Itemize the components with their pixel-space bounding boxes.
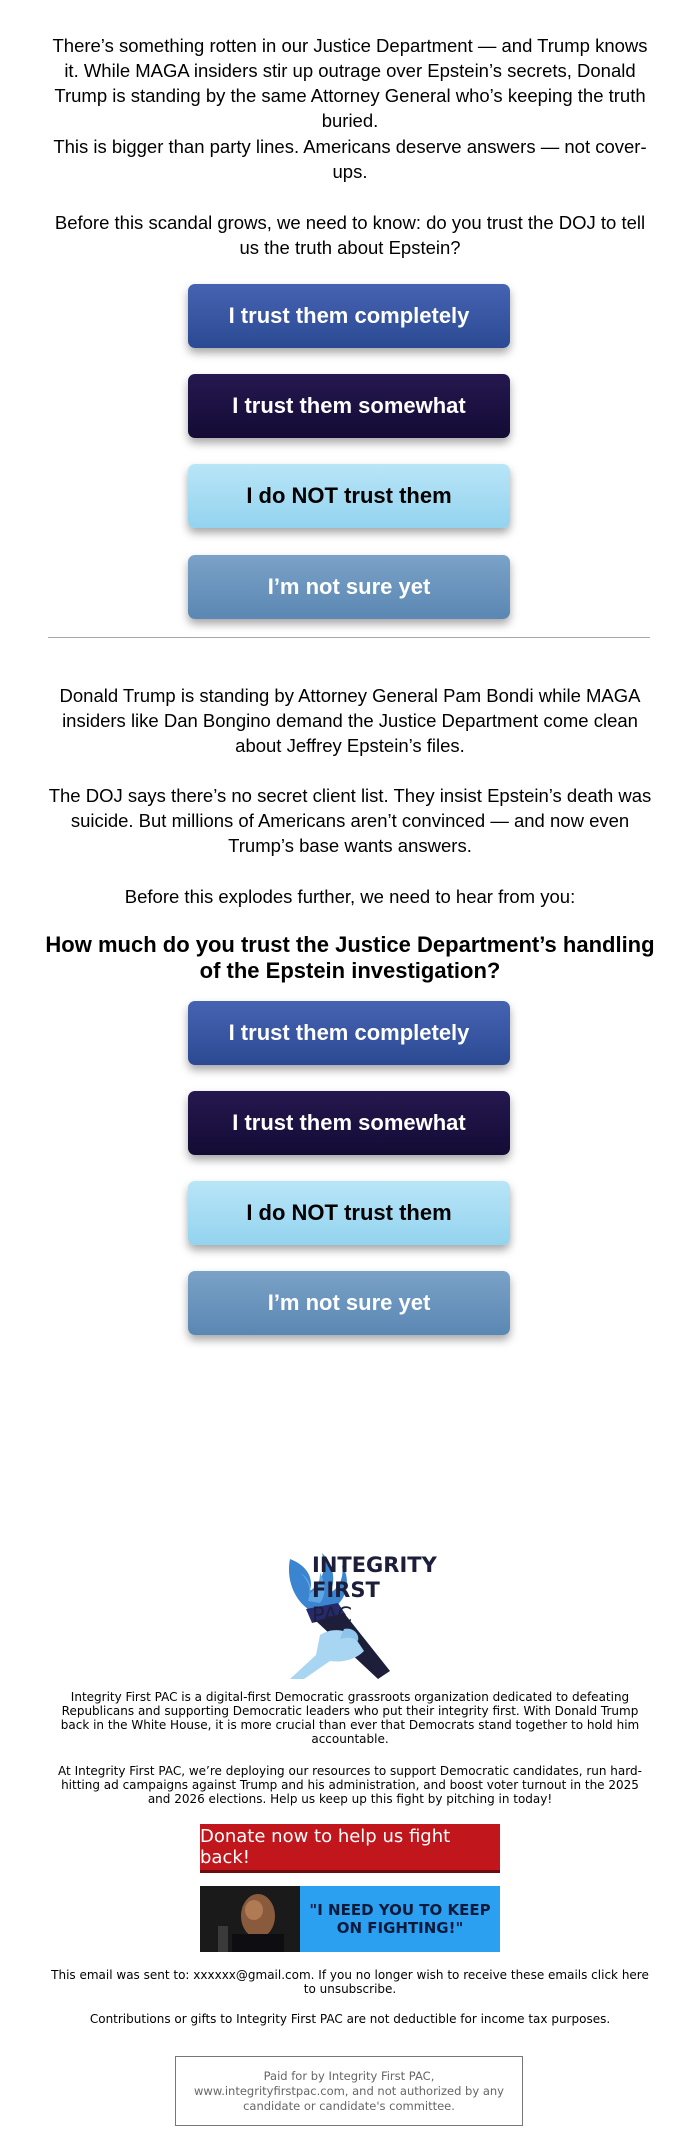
keep-fighting-banner[interactable] (200, 1886, 500, 1952)
poll2-trust-somewhat-button[interactable]: I trust them somewhat (188, 1091, 510, 1155)
poll2-not-sure-button[interactable]: I’m not sure yet (188, 1271, 510, 1335)
tax-notice: Contributions or gifts to Integrity First PAC are not deductible for income tax purposes. (89, 2012, 611, 2026)
not-emphasis: NOT (291, 483, 338, 508)
speaker-photo (200, 1886, 300, 1952)
intro-paragraph-3: Before this scandal grows, we need to know: do you trust the DOJ to tell us the truth about Epstein? (54, 212, 646, 258)
poll1-trust-completely-button[interactable]: I trust them completely (188, 284, 510, 348)
paid-for-disclaimer: Paid for by Integrity First PAC, www.integrityfirstpac.com, and not authorized by any candidate or candidate's committee. (175, 2056, 523, 2126)
poll2-do-not-trust-button[interactable]: I do NOT trust them (188, 1181, 510, 1245)
logo-wordmark (312, 1553, 437, 1628)
poll2-trust-completely-button[interactable]: I trust them completely (188, 1001, 510, 1065)
banner-quote: "I NEED YOU TO KEEP ON FIGHTING!" (300, 1886, 500, 1952)
section2-paragraph-3: Before this explodes further, we need to hear from you: (124, 886, 576, 907)
not-emphasis: NOT (291, 1200, 338, 1225)
poll1-trust-somewhat-button[interactable]: I trust them somewhat (188, 374, 510, 438)
mission-paragraph: At Integrity First PAC, we’re deploying our resources to support Democratic candidates, run hard-hitting ad campaigns against Trump and his administration, and boost voter turnout in the 2025 and 2026 elections. Help us keep up this fight by pitching in today! (58, 1764, 642, 1806)
section2-paragraph-1: Donald Trump is standing by Attorney General Pam Bondi while MAGA insiders like Dan Bongino demand the Justice Department come clean about Jeffrey Epstein’s files. (59, 685, 641, 756)
donate-button[interactable]: Donate now to help us fight back! (200, 1824, 500, 1870)
logo-line-2: FIRST (312, 1578, 380, 1602)
section-divider (48, 637, 650, 638)
intro-paragraph-2: This is bigger than party lines. Americans deserve answers — not cover-ups. (53, 136, 647, 182)
email-notice: This email was sent to: xxxxxx@gmail.com. If you no longer wish to receive these emails click here to unsubscribe. (51, 1968, 649, 1996)
logo-line-3: PAC (312, 1603, 352, 1627)
intro-paragraph-1: There’s something rotten in our Justice Department — and Trump knows it. While MAGA insiders stir up outrage over Epstein’s secrets, Donald Trump is standing by the same Attorney General who’s keeping the truth buried. (52, 35, 648, 131)
section2-paragraph-2: The DOJ says there’s no secret client list. They insist Epstein’s death was suicide. But millions of Americans aren’t convinced — and now even Trump’s base wants answers. (48, 785, 652, 856)
logo-line-1: INTEGRITY (312, 1553, 437, 1577)
poll-question: How much do you trust the Justice Department’s handling of the Epstein investigation? (45, 932, 655, 983)
unsubscribe-link[interactable]: here (621, 1968, 649, 1982)
poll1-do-not-trust-button[interactable]: I do NOT trust them (188, 464, 510, 528)
about-paragraph: Integrity First PAC is a digital-first Democratic grassroots organization dedicated to defeating Republicans and supporting Democratic leaders who put their integrity first. With Donald Trump back in the White House, it is more crucial than ever that Democrats stand together to hold him accountable. (60, 1690, 640, 1746)
poll1-not-sure-button[interactable]: I’m not sure yet (188, 555, 510, 619)
